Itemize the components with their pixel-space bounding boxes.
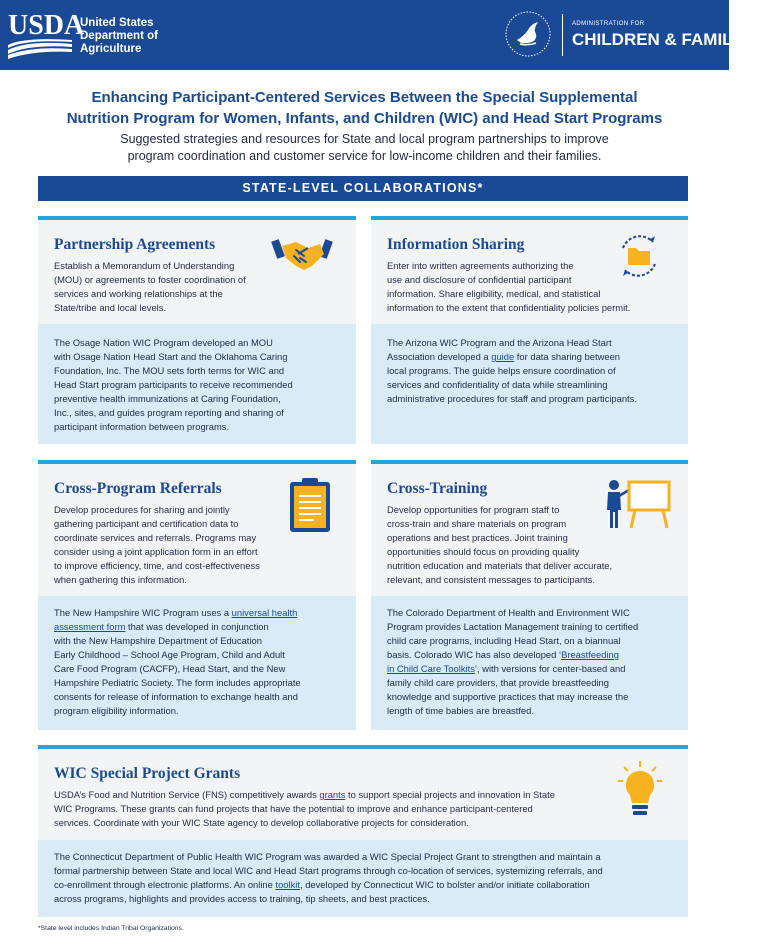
guide-link[interactable]: guide: [491, 351, 515, 362]
card-description: USDA’s Food and Nutrition Service (FNS) competitively awards grants to support special projects and innovation in State WIC Programs. These grants can fund projects that have the potential to improve and enhance participant-centered services. Coordinate with your WIC State agency to develop collaborative projects for consideration.: [54, 789, 555, 828]
card-description: Develop procedures for sharing and jointly gathering participant and certification data to coordinate services and referrals. Programs may consider using a joint application form in an effort to improve efficiency, time, and cost-effectiveness when gathering this information.: [54, 504, 260, 585]
usda-wordmark: USDA: [8, 10, 85, 41]
acf-name: CHILDREN & FAMILIES: [572, 30, 760, 49]
card-example: The Colorado Department of Health and Environment WIC Program provides Lactation Management training to certified child care programs, including Head Start, on a biannual basis. Colorado WIC has also developed ‘Breastfeeding in Child Care Toolkits’, with versions for center-based and family child care providers, that provide breastfeeding knowledge and supportive practices that may increase the length of time babies are breastfed.: [371, 596, 688, 730]
breastfeeding-toolkits-link[interactable]: Breastfeeding: [561, 649, 619, 660]
presentation-icon: [603, 478, 671, 535]
cross-training-card: [371, 460, 688, 730]
card-description: Develop opportunities for program staff to cross-train and share materials on program operations and best practices. Joint training opportunities should focus on providing quality nutrition education and materials that deliver accurate, relevant, and consistent messages to participants.: [387, 504, 613, 585]
card-title: Partnership Agreements: [54, 236, 216, 253]
assessment-form-link[interactable]: assessment form: [54, 621, 126, 632]
page-subtitle: Suggested strategies and resources for State and local program partnerships to improve program coordination and customer service for low-income children and their families.: [120, 132, 609, 163]
footnote: *State level includes Indian Tribal Organizations.: [38, 925, 184, 932]
page-header: [0, 0, 760, 70]
information-sharing-card: [371, 216, 688, 444]
card-title: Information Sharing: [387, 236, 525, 253]
special-project-grants-card: [38, 745, 688, 917]
page-title: Enhancing Participant-Centered Services Between the Special Supplemental Nutrition Program for Women, Infants, and Children (WIC) and Head Start Programs: [66, 89, 663, 127]
logo-divider: [562, 14, 563, 56]
cross-program-referrals-card: [38, 460, 356, 730]
lightbulb-icon: [618, 761, 662, 824]
card-description: Enter into written agreements authorizing the use and disclosure of confidential participant information. Share eligibility, medical, and statistical information to the extent that confidentiality policies permit.: [387, 260, 631, 313]
usda-logo[interactable]: [8, 10, 198, 60]
card-title: Cross-Program Referrals: [54, 480, 222, 497]
handshake-icon: [274, 234, 330, 279]
card-example: The Connecticut Department of Public Health WIC Program was awarded a WIC Special Project Grant to strengthen and maintain a formal partnership between State and local WIC and Head Start programs through co-location of services, systemizing referrals, and co-enrollment through electronic platforms. An online toolkit, developed by Connecticut WIC to bolster and/or initiate collaboration across programs, highlights and provides access to training, tip sheets, and best practices.: [38, 840, 688, 917]
grants-link[interactable]: grants: [319, 789, 346, 800]
card-example: The Arizona WIC Program and the Arizona Head Start Association developed a guide for data sharing between local programs. The guide helps ensure coordination of services and confidentiality of data while streamlining administrative procedures for staff and program participants.: [371, 324, 688, 444]
clipboard-icon: [288, 476, 332, 539]
card-example: The New Hampshire WIC Program uses a universal health assessment form that was developed in conjunction with the New Hampshire Department of Education Early Childhood – School Age Program, Child and Adult Care Food Program (CACFP), Head Start, and the New Hampshire Pediatric Society. The form includes appropriate consents for release of information to exchange health and program eligibility information.: [38, 596, 356, 730]
card-title: Cross-Training: [387, 480, 488, 497]
card-example: The Osage Nation WIC Program developed an MOU with Osage Nation Head Start and the Oklahoma Caring Foundation, Inc. The MOU sets forth terms for WIC and Head Start program participants to receive recommended preventive health immunizations at Caring Foundation, Inc., sites, and guides program reporting and sharing of participant information between programs.: [38, 324, 356, 444]
universal-health-form-link[interactable]: universal health: [231, 607, 298, 618]
acf-logo[interactable]: [500, 8, 760, 64]
usda-department-name: United States Department of Agriculture: [80, 17, 158, 55]
toolkit-link[interactable]: toolkit: [275, 879, 300, 890]
child-care-toolkits-link[interactable]: in Child Care Toolkits: [387, 663, 475, 674]
section-banner: STATE-LEVEL COLLABORATIONS*: [38, 176, 688, 201]
hhs-seal-icon: [504, 10, 552, 58]
acf-subtitle: ADMINISTRATION FOR: [572, 21, 645, 27]
partnership-agreements-card: [38, 216, 356, 444]
card-description: Establish a Memorandum of Understanding (MOU) or agreements to foster coordination of services and working relationships at the State/tribe and local levels.: [54, 260, 246, 313]
card-title: WIC Special Project Grants: [54, 765, 241, 782]
